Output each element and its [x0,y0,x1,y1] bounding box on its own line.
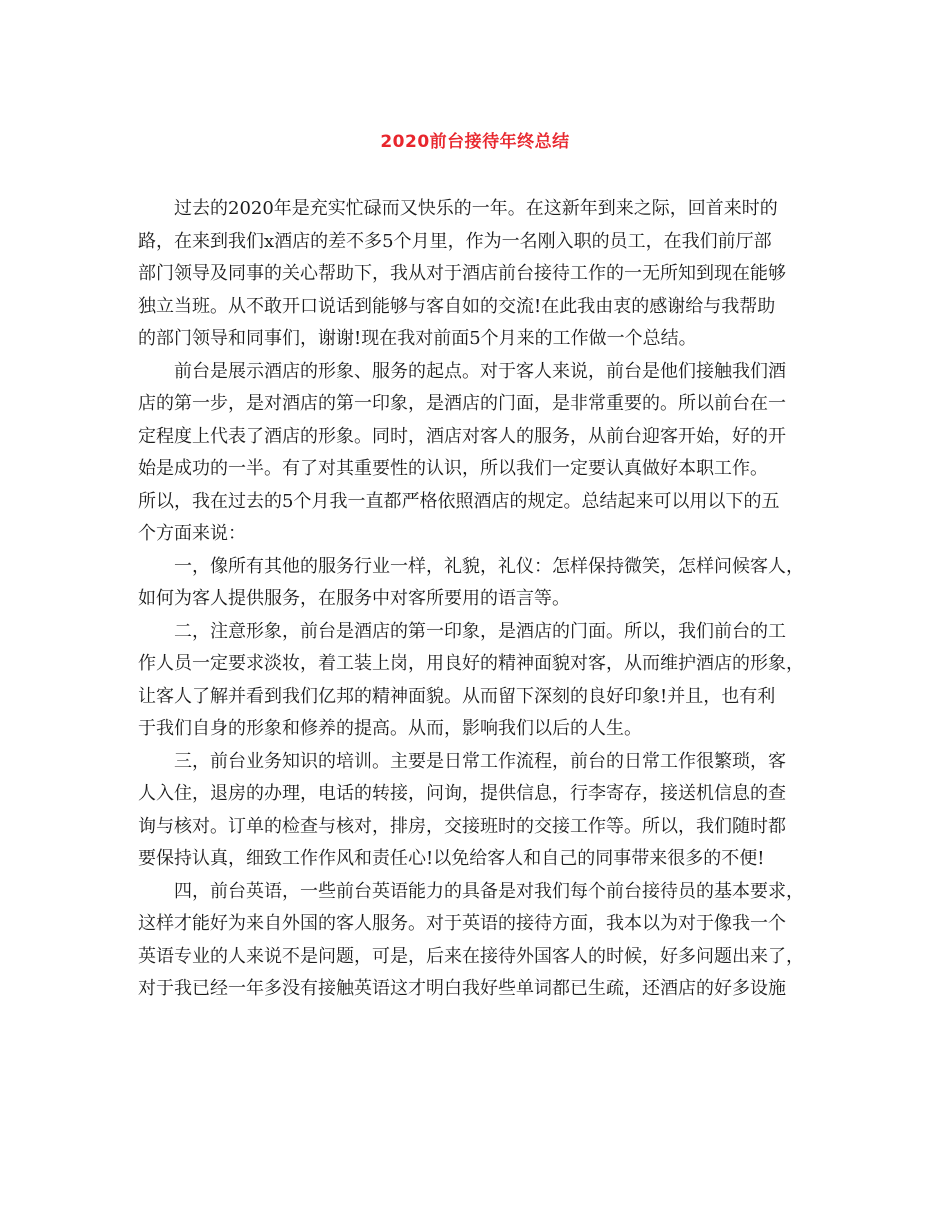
paragraph-line: 一，像所有其他的服务行业一样，礼貌，礼仪：怎样保持微笑，怎样问候客人， [174,555,804,577]
paragraph-line: 四，前台英语，一些前台英语能力的具备是对我们每个前台接待员的基本要求， [174,880,804,902]
paragraph-line: 个方面来说： [138,523,246,544]
paragraph-line: 前台是展示酒店的形象、服务的起点。对于客人来说，前台是他们接触我们酒 [174,360,786,382]
paragraph-line: 于我们自身的形象和修养的提高。从而，影响我们以后的人生。 [138,718,642,739]
paragraph [138,876,818,1006]
paragraph-line: 询与核对。订单的检查与核对，排房，交接班时的交接工作等。所以，我们随时都 [138,815,786,837]
paragraph-line: 路，在来到我们x酒店的差不多5个月里，作为一名刚入职的员工，在我们前厅部 [138,230,772,252]
paragraph-line: 英语专业的人来说不是问题，可是，后来在接待外国客人的时候，好多问题出来了， [138,945,804,967]
paragraph-line: 始是成功的一半。有了对其重要性的认识，所以我们一定要认真做好本职工作。 [138,458,768,479]
paragraph-line: 独立当班。从不敢开口说话到能够与客自如的交流!在此我由衷的感谢给与我帮助 [138,295,776,317]
paragraph [138,616,818,746]
paragraph [138,551,818,616]
document-title: 2020前台接待年终总结 [380,132,570,152]
paragraph [138,356,818,551]
paragraph-line: 三，前台业务知识的培训。主要是日常工作流程，前台的日常工作很繁琐，客 [174,750,786,772]
document-body [138,193,818,1006]
paragraph-line: 人入住，退房的办理，电话的转接，问询，提供信息，行李寄存，接送机信息的查 [138,783,786,804]
paragraph-line: 要保持认真，细致工作作风和责任心!以免给客人和自己的同事带来很多的不便! [138,848,765,869]
paragraph-line: 店的第一步，是对酒店的第一印象，是酒店的门面，是非常重要的。所以前台在一 [138,393,786,414]
paragraph-line: 二，注意形象，前台是酒店的第一印象，是酒店的门面。所以，我们前台的工 [174,620,786,642]
paragraph-line: 如何为客人提供服务，在服务中对客所要用的语言等。 [138,588,570,609]
paragraph-line: 定程度上代表了酒店的形象。同时，酒店对客人的服务，从前台迎客开始，好的开 [138,425,786,447]
paragraph-line: 这样才能好为来自外国的客人服务。对于英语的接待方面，我本以为对于像我一个 [138,913,786,934]
paragraph-line: 对于我已经一年多没有接触英语这才明白我好些单词都已生疏，还酒店的好多设施 [138,978,786,999]
paragraph [138,193,818,356]
paragraph-line: 的部门领导和同事们，谢谢!现在我对前面5个月来的工作做一个总结。 [138,328,697,349]
paragraph [138,746,818,876]
paragraph-line: 部门领导及同事的关心帮助下，我从对于酒店前台接待工作的一无所知到现在能够 [138,263,786,284]
paragraph-line: 所以，我在过去的5个月我一直都严格依照酒店的规定。总结起来可以用以下的五 [138,490,780,512]
paragraph-line: 过去的2020年是充实忙碌而又快乐的一年。在这新年到来之际，回首来时的 [174,198,778,219]
paragraph-line: 作人员一定要求淡妆，着工装上岗，用良好的精神面貌对客，从而维护酒店的形象， [138,653,804,674]
paragraph-line: 让客人了解并看到我们亿邦的精神面貌。从而留下深刻的良好印象!并且，也有利 [138,685,776,707]
